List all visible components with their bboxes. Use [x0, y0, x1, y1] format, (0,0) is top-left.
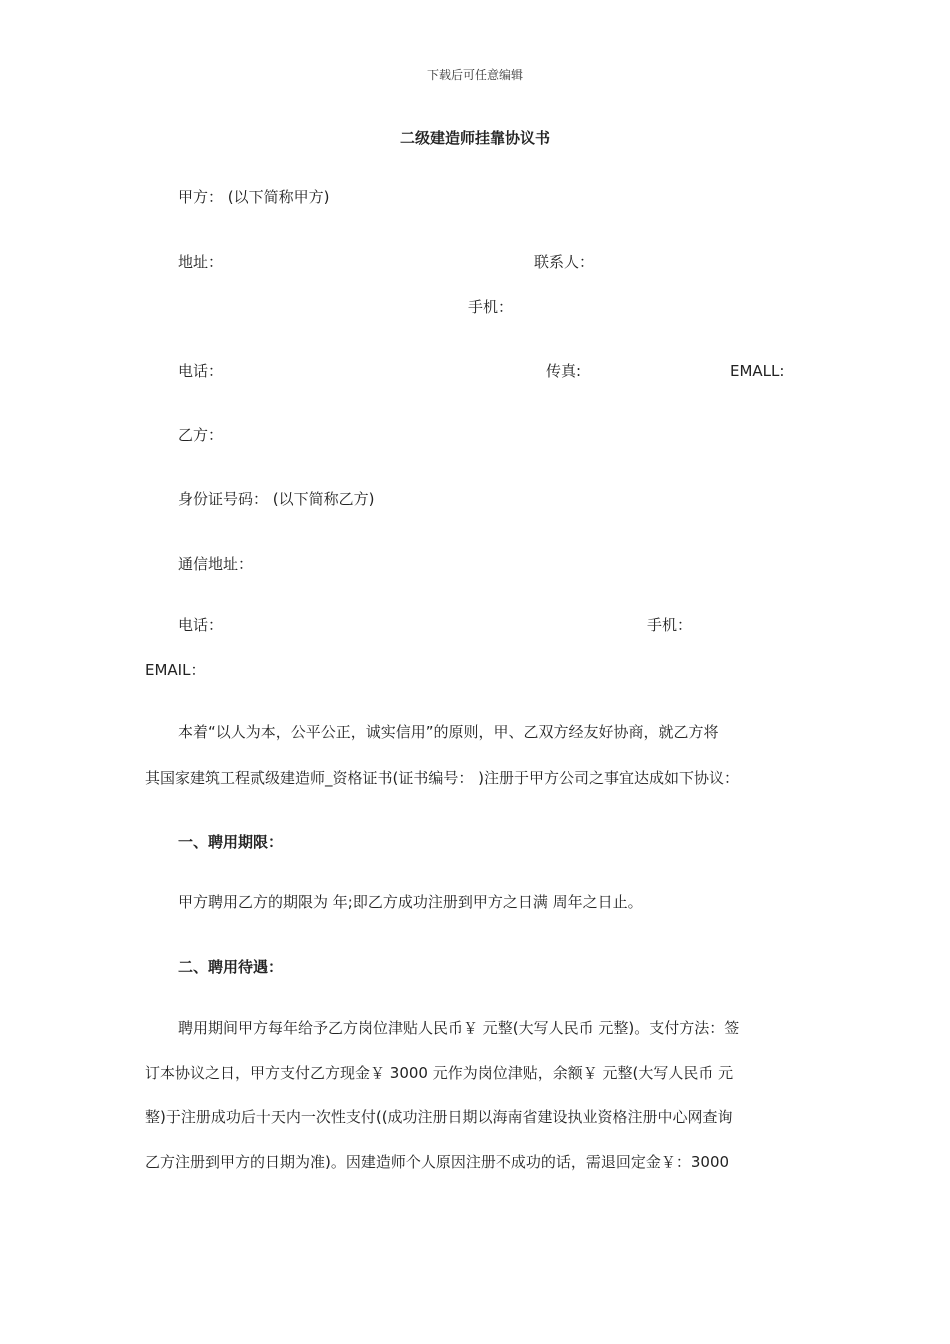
section-2-line-1: 聘用期间甲方每年给予乙方岗位津贴人民币￥ 元整(大写人民币 元整)。支付方法：签 — [178, 1019, 740, 1037]
party-a-mobile-label: 手机： — [468, 298, 514, 316]
party-a-line: 甲方： (以下简称甲方) — [178, 188, 330, 206]
section-2-heading: 二、聘用待遇： — [178, 958, 284, 976]
party-a-email-label: EMALL: — [730, 362, 785, 380]
party-b-email-label: EMAIL： — [145, 661, 206, 679]
section-2-line-4: 乙方注册到甲方的日期为准)。因建造师个人原因注册不成功的话，需退回定金￥：3000 — [145, 1153, 730, 1171]
section-2-line-2: 订本协议之日，甲方支付乙方现金￥ 3000 元作为岗位津贴，余额￥ 元整(大写人民币 元 — [145, 1064, 734, 1082]
party-a-contact-label: 联系人： — [534, 253, 595, 271]
section-1-heading: 一、聘用期限： — [178, 833, 284, 851]
party-a-fax-label: 传真: — [546, 362, 582, 380]
document-title: 二级建造师挂靠协议书 — [399, 129, 550, 147]
intro-line-1: 本着“以人为本，公平公正，诚实信用”的原则，甲、乙双方经友好协商，就乙方将 — [178, 723, 719, 741]
party-b-id-line: 身份证号码： (以下简称乙方) — [178, 490, 375, 508]
party-b-line: 乙方： — [178, 426, 224, 444]
party-b-mail-address-label: 通信地址： — [178, 555, 254, 573]
section-2-line-3: 整)于注册成功后十天内一次性支付((成功注册日期以海南省建设执业资格注册中心网查询 — [145, 1108, 733, 1126]
party-b-phone-label: 电话： — [178, 616, 224, 634]
section-1-body: 甲方聘用乙方的期限为 年;即乙方成功注册到甲方之日满 周年之日止。 — [178, 893, 643, 911]
party-b-mobile-label: 手机： — [647, 616, 693, 634]
intro-line-2: 其国家建筑工程贰级建造师_资格证书(证书编号： )注册于甲方公司之事宜达成如下协议： — [145, 769, 739, 787]
header-note: 下载后可任意编辑 — [426, 68, 523, 82]
party-a-address-label: 地址： — [178, 253, 224, 271]
party-a-phone-label: 电话： — [178, 362, 224, 380]
